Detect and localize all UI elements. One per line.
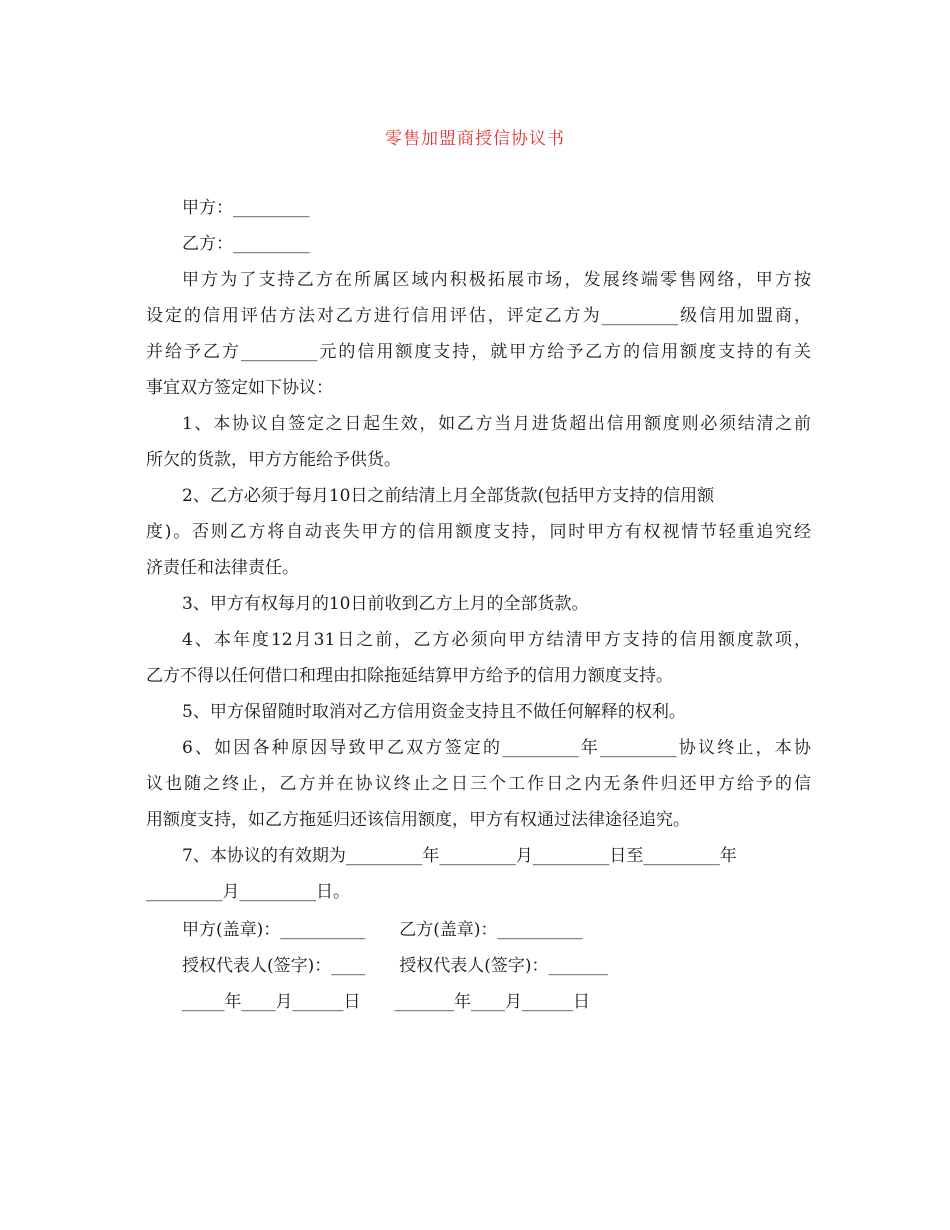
party-b-line: 乙方：_________	[182, 234, 310, 254]
seal-line: 甲方(盖章)：__________ 乙方(盖章)：__________	[182, 920, 583, 940]
clause-7-line: _________月_________日。	[146, 882, 350, 902]
clause-6-line: 6、如因各种原因导致甲乙双方签定的_________年_________协议终止，本协	[182, 738, 811, 758]
clause-3-line: 3、甲方有权每月的10日前收到乙方上月的全部货款。	[182, 594, 589, 614]
intro-line: 事宜双方签定如下协议：	[146, 378, 333, 398]
clause-2-line: 2、乙方必须于每月10日之前结清上月全部货款(包括甲方支持的信用额	[182, 486, 715, 506]
intro-line: 甲方为了支持乙方在所属区域内积极拓展市场，发展终端零售网络，甲方按	[182, 270, 811, 290]
clause-7-line: 7、本协议的有效期为_________年_________月_________日至_________年	[182, 846, 737, 866]
intro-line: 设定的信用评估方法对乙方进行信用评估，评定乙方为_________级信用加盟商，	[146, 306, 811, 326]
clause-5-line: 5、甲方保留随时取消对乙方信用资金支持且不做任何解释的权利。	[182, 702, 686, 722]
clause-1-line: 所欠的货款，甲方方能给予供货。	[146, 450, 401, 470]
signature-line: 授权代表人(签字)：____ 授权代表人(签字)：_______	[182, 956, 609, 976]
party-a-line: 甲方：_________	[182, 198, 310, 218]
clause-6-line: 用额度支持，如乙方拖延归还该信用额度，甲方有权通过法律途径追究。	[146, 810, 690, 830]
document-title: 零售加盟商授信协议书	[385, 129, 565, 149]
clause-1-line: 1、本协议自签定之日起生效，如乙方当月进货超出信用额度则必须结清之前	[182, 414, 811, 434]
clause-2-line: 度)。否则乙方将自动丧失甲方的信用额度支持，同时甲方有权视情节轻重追究经	[146, 522, 811, 542]
date-line: _____年____月______日 _______年____月______日	[182, 992, 590, 1012]
intro-line: 并给予乙方_________元的信用额度支持，就甲方给予乙方的信用额度支持的有关	[146, 342, 811, 362]
clause-4-line: 乙方不得以任何借口和理由扣除拖延结算甲方给予的信用力额度支持。	[146, 666, 673, 686]
clause-6-line: 议也随之终止，乙方并在协议终止之日三个工作日之内无条件归还甲方给予的信	[146, 774, 811, 794]
clause-4-line: 4、本年度12月31日之前，乙方必须向甲方结清甲方支持的信用额度款项，	[182, 630, 811, 650]
clause-2-line: 济责任和法律责任。	[146, 558, 299, 578]
